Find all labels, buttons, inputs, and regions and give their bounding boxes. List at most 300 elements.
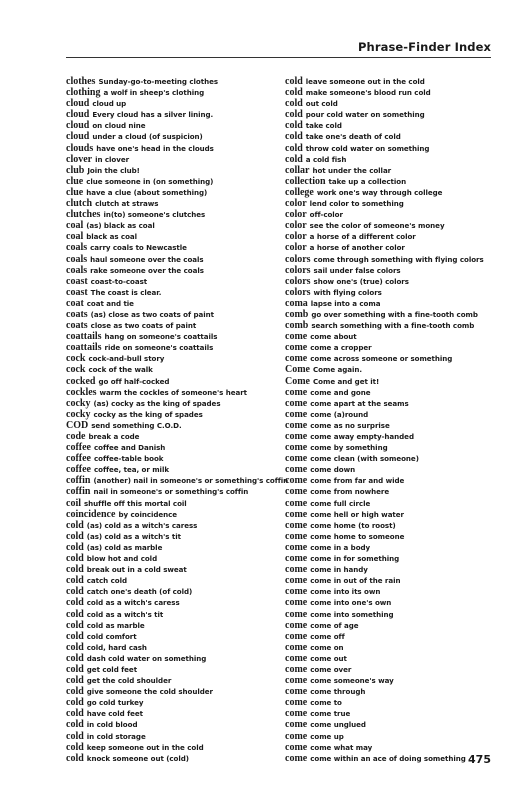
headword: comb	[285, 308, 309, 320]
headword: colors	[285, 264, 311, 276]
phrase: Come and get it!	[313, 376, 380, 386]
phrase: break out in a cold sweat	[86, 565, 187, 575]
headword: come	[285, 597, 308, 609]
headword: come	[285, 397, 308, 409]
index-entry	[285, 87, 500, 98]
phrase: take up a collection	[328, 176, 407, 186]
phrase: come apart at the seams	[310, 398, 409, 408]
index-entry	[66, 475, 289, 487]
phrase: Every cloud has a silver lining.	[92, 110, 214, 120]
index-entry	[285, 708, 500, 719]
headword: come	[285, 586, 308, 598]
phrase: lapse into a coma	[310, 298, 381, 308]
index-entry	[66, 531, 271, 542]
headword: clothes	[66, 76, 96, 87]
index-entry	[66, 675, 271, 686]
headword: come	[285, 686, 308, 698]
headword: come	[285, 708, 308, 720]
phrase: throw cold water on something	[305, 143, 430, 153]
index-entry	[285, 464, 500, 475]
headword: come	[285, 541, 308, 553]
index-entry	[66, 364, 271, 375]
headword: come	[285, 519, 308, 531]
phrase: catch cold	[86, 576, 127, 586]
headword: cold	[66, 719, 84, 731]
headword: cold	[66, 663, 84, 675]
index-entry	[66, 131, 271, 142]
headword: come	[285, 408, 308, 420]
headword: cold	[285, 87, 303, 99]
phrase: cocky as the king of spades	[93, 409, 203, 419]
phrase: (as) cocky as the king of spades	[93, 398, 221, 408]
phrase: (as) cold as a witch's caress	[86, 520, 198, 530]
phrase: cold as marble	[86, 620, 145, 630]
index-entry	[66, 586, 271, 597]
phrase: come of age	[310, 620, 359, 630]
index-entry	[66, 331, 271, 342]
headword: coast	[66, 275, 88, 287]
index-entry	[66, 498, 271, 509]
headword: cock	[66, 353, 86, 365]
index-entry	[66, 486, 271, 497]
headword: cold	[285, 153, 303, 165]
index-entry	[66, 597, 271, 608]
headword: come	[285, 386, 308, 398]
headword: collection	[285, 175, 326, 187]
phrase: come home (to roost)	[310, 520, 396, 530]
phrase: cold as a witch's caress	[86, 598, 180, 608]
headword: coma	[285, 297, 308, 309]
headword: cloud	[66, 98, 90, 110]
index-entry	[66, 409, 271, 420]
headword: come	[285, 530, 308, 542]
phrase: come someone's way	[310, 676, 394, 686]
phrase: have one's head in the clouds	[96, 143, 214, 153]
headword: cold	[66, 553, 84, 565]
index-entry	[285, 353, 500, 364]
index-entry	[285, 564, 500, 575]
phrase: go off half-cocked	[98, 376, 170, 386]
phrase: lend color to something	[309, 199, 404, 209]
headword: come	[285, 508, 308, 520]
phrase: cock of the walk	[88, 365, 153, 375]
phrase: come what may	[310, 742, 373, 752]
index-entry	[285, 98, 500, 109]
index-entry	[285, 653, 500, 664]
headword: cold	[66, 530, 84, 542]
index-entry	[285, 742, 500, 753]
headword: cloud	[66, 109, 90, 121]
headword: clutch	[66, 198, 93, 210]
phrase: shuffle off this mortal coil	[84, 498, 187, 508]
headword: cocked	[66, 375, 96, 387]
headword: college	[285, 186, 314, 198]
headword: cold	[285, 131, 303, 143]
phrase: on cloud nine	[92, 121, 146, 131]
phrase: Come again.	[313, 365, 363, 375]
phrase: come in handy	[310, 565, 368, 575]
index-entry	[66, 464, 271, 475]
phrase: out cold	[305, 99, 338, 109]
phrase: go cold turkey	[86, 698, 144, 708]
index-entry	[285, 686, 500, 697]
phrase: (as) black as coal	[86, 221, 155, 231]
phrase: carry coals to Newcastle	[90, 243, 187, 253]
phrase: close as two coats of paint	[90, 321, 197, 331]
phrase: come up	[310, 731, 344, 741]
index-entry	[285, 409, 500, 420]
phrase: cloud up	[92, 99, 127, 109]
phrase: black as coal	[86, 232, 138, 242]
headword: cold	[66, 675, 84, 687]
index-entry	[285, 309, 500, 320]
index-entry	[66, 642, 271, 653]
index-entry	[66, 520, 271, 531]
index-entry	[66, 742, 271, 753]
phrase: dash cold water on something	[86, 653, 207, 663]
headword: coals	[66, 253, 88, 265]
headword: come	[285, 564, 308, 576]
phrase: pour cold water on something	[305, 110, 425, 120]
headword: coats	[66, 320, 88, 332]
index-entry	[285, 120, 500, 131]
phrase: have cold feet	[86, 709, 143, 719]
index-entry	[285, 143, 500, 154]
headword: come	[285, 719, 308, 731]
headword: color	[285, 242, 307, 254]
phrase: knock someone out (cold)	[86, 753, 189, 763]
phrase: in cold blood	[86, 720, 138, 730]
phrase: come true	[310, 709, 351, 719]
headword: coffee	[66, 464, 91, 476]
headword: colors	[285, 286, 311, 298]
index-entry	[66, 420, 271, 431]
headword: color	[285, 209, 307, 221]
headword: come	[285, 663, 308, 675]
index-entry	[285, 231, 500, 242]
index-entry	[285, 398, 500, 409]
phrase: get cold feet	[86, 664, 138, 674]
phrase: catch one's death (of cold)	[86, 587, 193, 597]
phrase: under a cloud (of suspicion)	[92, 132, 203, 142]
headword: cold	[66, 619, 84, 631]
headword: come	[285, 419, 308, 431]
phrase: see the color of someone's money	[309, 221, 445, 231]
headword: clue	[66, 186, 84, 198]
headword: cock	[66, 364, 86, 376]
headword: cloud	[66, 120, 90, 132]
index-entry	[66, 353, 271, 364]
index-entry	[285, 664, 500, 675]
phrase: The coast is clear.	[90, 287, 162, 297]
phrase: ride on someone's coattails	[104, 343, 214, 353]
phrase: come out	[310, 653, 347, 663]
headword: cold	[66, 730, 84, 742]
index-entry	[285, 254, 500, 265]
phrase: work one's way through college	[316, 187, 443, 197]
index-entry	[66, 708, 271, 719]
headword: come	[285, 464, 308, 476]
index-entry	[285, 542, 500, 553]
headword: come	[285, 331, 308, 343]
headword: coals	[66, 264, 88, 276]
headword: club	[66, 164, 85, 176]
index-entry	[66, 575, 271, 586]
headword: coincidence	[66, 508, 116, 520]
headword: come	[285, 353, 308, 365]
index-entry	[285, 154, 500, 165]
index-entry	[285, 131, 500, 142]
phrase: come within an ace of doing something	[310, 753, 466, 763]
headword: cold	[66, 541, 84, 553]
headword: coffin	[66, 475, 91, 487]
headword: cold	[66, 575, 84, 587]
phrase: blow hot and cold	[86, 554, 158, 564]
phrase: in(to) someone's clutches	[103, 210, 206, 220]
phrase: cold comfort	[86, 631, 137, 641]
index-entry	[66, 509, 271, 520]
phrase: come over	[310, 664, 352, 674]
phrase: come through	[310, 687, 366, 697]
headword: color	[285, 198, 307, 210]
headword: come	[285, 675, 308, 687]
index-entry	[285, 198, 500, 209]
headword: cold	[285, 109, 303, 121]
headword: come	[285, 431, 308, 442]
phrase: cock-and-bull story	[88, 354, 165, 364]
phrase: hot under the collar	[312, 165, 392, 175]
phrase: Join the club!	[87, 165, 140, 175]
phrase: cold, hard cash	[86, 642, 147, 652]
index-entry	[285, 320, 500, 331]
headword: collar	[285, 164, 310, 176]
phrase: come a cropper	[310, 343, 372, 353]
phrase: go over something with a fine-tooth comb	[311, 309, 478, 319]
phrase: show one's (true) colors	[313, 276, 409, 286]
index-entry	[66, 187, 271, 198]
phrase: clue someone in (on something)	[86, 176, 214, 186]
headword: clothing	[66, 87, 101, 99]
phrase: come into its own	[310, 587, 381, 597]
index-entry	[66, 154, 271, 165]
headword: cold	[66, 608, 84, 620]
index-entry	[66, 98, 271, 109]
phrase: a cold fish	[305, 154, 347, 164]
headword: cold	[66, 564, 84, 576]
phrase: come home to someone	[310, 531, 405, 541]
index-entry	[285, 642, 500, 653]
headword: come	[285, 553, 308, 565]
phrase: a horse of a different color	[309, 232, 416, 242]
headword: colors	[285, 275, 311, 287]
index-entry	[285, 475, 500, 486]
headword: come	[285, 497, 308, 509]
phrase: come to	[310, 698, 342, 708]
phrase: come into one's own	[310, 598, 392, 608]
index-entry	[66, 287, 271, 298]
headword: come	[285, 730, 308, 742]
headword: coattails	[66, 342, 102, 354]
headword: cold	[66, 586, 84, 598]
index-entry	[66, 686, 271, 697]
headword: cold	[285, 76, 303, 87]
index-entry	[66, 609, 271, 620]
headword: cockles	[66, 386, 97, 398]
index-entry	[285, 376, 500, 387]
header-rule	[66, 57, 491, 58]
headword: coals	[66, 242, 88, 254]
index-entry	[285, 187, 500, 198]
phrase: by coincidence	[118, 509, 178, 519]
headword: clouds	[66, 142, 94, 154]
index-entry	[285, 287, 500, 298]
phrase: come as no surprise	[310, 420, 390, 430]
headword: come	[285, 442, 308, 454]
headword: cold	[285, 142, 303, 154]
headword: come	[285, 342, 308, 354]
headword: cold	[66, 686, 84, 698]
phrase: coffee-table book	[93, 454, 164, 464]
headword: cold	[66, 752, 84, 764]
headword: come	[285, 453, 308, 465]
headword: coats	[66, 308, 88, 320]
headword: Come	[285, 364, 310, 376]
phrase: make someone's blood run cold	[305, 88, 431, 98]
index-entry	[66, 342, 271, 353]
index-entry	[66, 265, 271, 276]
phrase: (another) nail in someone's or something's coffin	[93, 476, 289, 486]
index-entry	[66, 165, 271, 176]
index-entry	[285, 242, 500, 253]
phrase: have a clue (about something)	[86, 187, 208, 197]
headword: Come	[285, 375, 310, 387]
headword: clover	[66, 153, 93, 165]
index-entry	[285, 486, 500, 497]
headword: come	[285, 475, 308, 487]
headword: cold	[66, 697, 84, 709]
index-entry	[66, 753, 271, 764]
index-entry	[285, 76, 500, 87]
phrase: come across someone or something	[310, 354, 453, 364]
headword: clue	[66, 175, 84, 187]
phrase: take one's death of cold	[305, 132, 401, 142]
phrase: come through something with flying colors	[313, 254, 484, 264]
index-entry	[285, 597, 500, 608]
headword: cold	[285, 98, 303, 110]
phrase: in cold storage	[86, 731, 146, 741]
phrase: come full circle	[310, 498, 371, 508]
headword: coal	[66, 231, 84, 243]
headword: cocky	[66, 397, 91, 409]
index-entry	[285, 586, 500, 597]
headword: come	[285, 486, 308, 498]
phrase: come away empty-handed	[310, 432, 414, 441]
phrase: coat and tie	[86, 298, 134, 308]
index-entry	[66, 387, 271, 398]
headword: code	[66, 431, 86, 442]
phrase: come about	[310, 332, 357, 342]
index-entry	[66, 242, 271, 253]
phrase: clutch at straws	[95, 199, 159, 209]
index-entry	[66, 653, 271, 664]
phrase: Sunday-go-to-meeting clothes	[98, 77, 219, 86]
index-entry	[66, 553, 271, 564]
index-entry	[66, 376, 271, 387]
phrase: a wolf in sheep's clothing	[103, 88, 205, 98]
headword: cold	[66, 519, 84, 531]
headword: coast	[66, 286, 88, 298]
phrase: come and gone	[310, 387, 371, 397]
headword: color	[285, 231, 307, 243]
headword: come	[285, 741, 308, 753]
headword: come	[285, 752, 308, 764]
phrase: with flying colors	[313, 287, 382, 297]
headword: cold	[66, 652, 84, 664]
headword: coil	[66, 497, 81, 509]
index-entry	[66, 109, 271, 120]
phrase: keep someone out in the cold	[86, 742, 204, 752]
index-entry	[285, 609, 500, 620]
index-entry	[285, 575, 500, 586]
index-entry	[66, 631, 271, 642]
index-entry	[66, 453, 271, 464]
phrase: warm the cockles of someone's heart	[99, 387, 248, 397]
index-entry	[285, 176, 500, 187]
phrase: come unglued	[310, 720, 366, 730]
index-entry	[66, 120, 271, 131]
index-entry	[66, 564, 271, 575]
phrase: send something C.O.D.	[91, 420, 182, 430]
phrase: come from far and wide	[310, 476, 405, 486]
index-entry	[66, 697, 271, 708]
index-entry	[285, 364, 500, 375]
phrase: coffee, tea, or milk	[93, 465, 169, 475]
index-entry	[285, 553, 500, 564]
index-entry	[285, 431, 500, 442]
headword: color	[285, 220, 307, 232]
headword: coffee	[66, 453, 91, 465]
phrase: come into something	[310, 609, 394, 619]
phrase: coast-to-coast	[90, 276, 148, 286]
index-entry	[66, 220, 271, 231]
headword: cold	[66, 597, 84, 609]
page-number: 475	[468, 753, 491, 766]
index-entry	[66, 431, 271, 442]
phrase: come in for something	[310, 554, 400, 564]
index-entry	[285, 675, 500, 686]
index-entry	[285, 387, 500, 398]
phrase: come by something	[310, 443, 388, 453]
phrase: come clean (with someone)	[310, 454, 419, 464]
headword: COD	[66, 419, 89, 431]
running-header: Phrase-Finder Index	[358, 40, 491, 54]
index-entry	[285, 342, 500, 353]
headword: come	[285, 697, 308, 709]
phrase: (as) cold as a witch's tit	[86, 531, 181, 541]
index-entry	[285, 265, 500, 276]
phrase: come in a body	[310, 542, 371, 552]
index-entry	[66, 176, 271, 187]
phrase: (as) close as two coats of paint	[90, 309, 214, 319]
index-entry	[66, 198, 271, 209]
index-entry	[285, 620, 500, 631]
phrase: break a code	[88, 432, 140, 441]
headword: coattails	[66, 331, 102, 343]
headword: come	[285, 619, 308, 631]
index-entry	[285, 165, 500, 176]
index-entry	[66, 143, 271, 154]
index-entry	[66, 398, 271, 409]
